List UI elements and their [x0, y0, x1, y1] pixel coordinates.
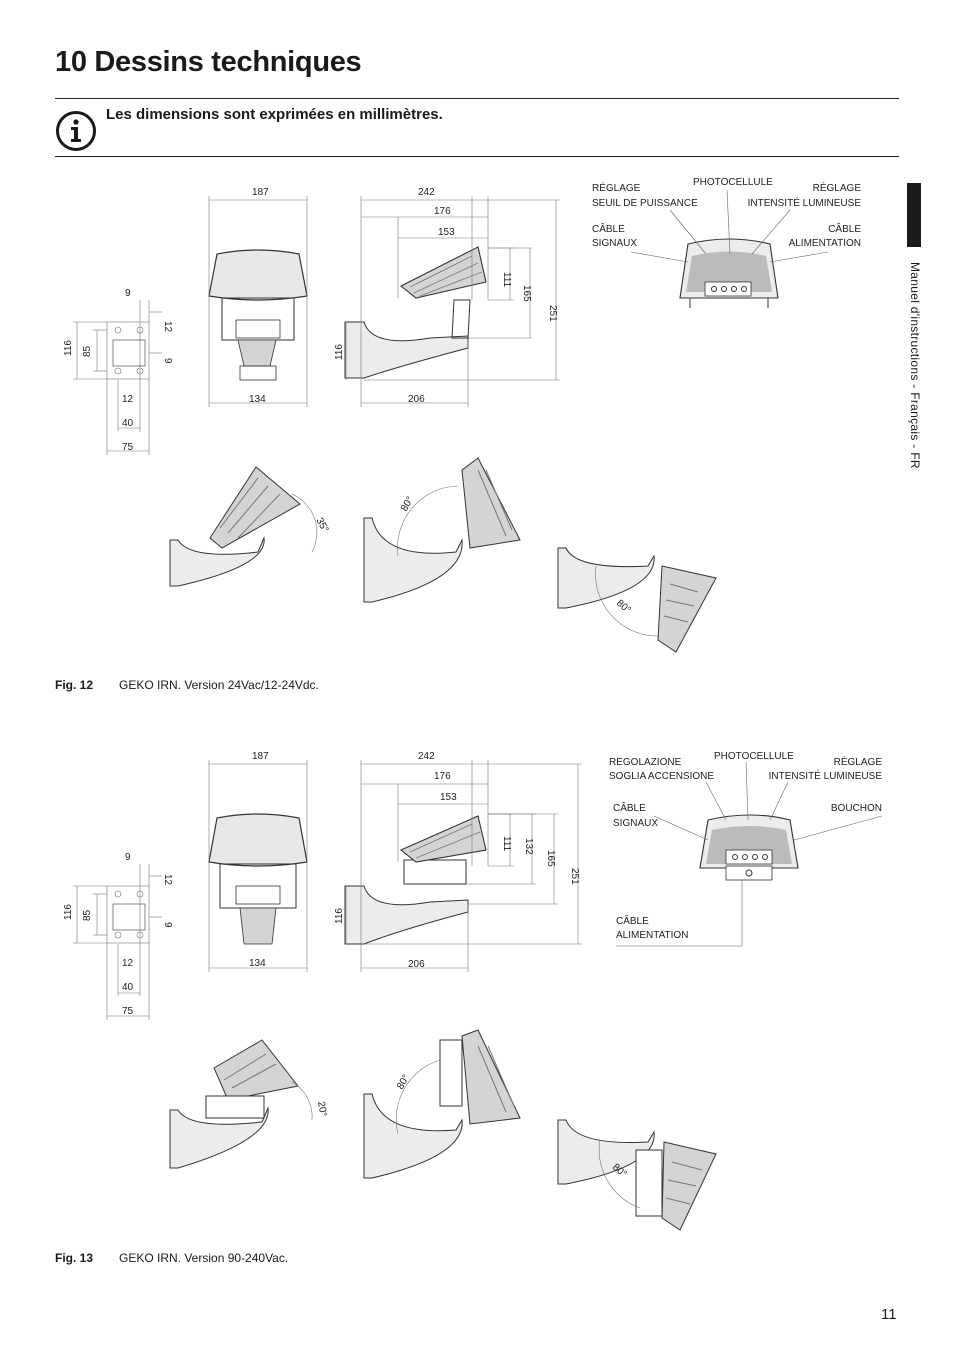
fig13-callout-photocellule: PHOTOCELLULE [714, 751, 794, 762]
fig13-callout-reglage-int-2: INTENSITÉ LUMINEUSE [768, 771, 882, 782]
fig13-dim-40: 40 [122, 982, 134, 993]
fig12-callout-reglage-seuil-1: RÉGLAGE [592, 183, 641, 194]
fig12-dim-40: 40 [122, 418, 134, 429]
fig12-dim-206: 206 [408, 394, 425, 405]
fig13-drawing [0, 735, 954, 1255]
fig13-callout-bouchon: BOUCHON [830, 803, 882, 814]
fig13-dim-206: 206 [408, 959, 425, 970]
fig13-mount-plate [73, 864, 162, 1020]
fig12-callout-cable-signaux-2: SIGNAUX [592, 238, 638, 249]
units-note: Les dimensions sont exprimées en millimètres. [106, 106, 443, 123]
fig13-tilt-view-2 [364, 1030, 520, 1178]
fig12-dim-176: 176 [434, 206, 451, 217]
fig12-dim-187: 187 [252, 187, 269, 198]
fig13-caption [55, 1251, 288, 1265]
fig12-dim-251: 251 [547, 305, 558, 322]
fig12-angle-3: 80° [614, 597, 633, 617]
fig13-angle-3: 80° [610, 1161, 629, 1181]
fig13-label: Fig. 13 [55, 1251, 94, 1265]
fig12-angle-1: 35° [313, 516, 331, 535]
fig13-dim-111: 111 [501, 836, 512, 852]
fig12-dim-111: 111 [501, 272, 512, 288]
fig12-callout-cable-alim-1: CÂBLE [828, 224, 861, 235]
fig12-dim-165: 165 [521, 285, 532, 302]
fig12-caption [55, 678, 319, 692]
fig13-side-view [345, 816, 486, 944]
fig13-callout-regolazione-2: SOGLIA ACCENSIONE [609, 771, 715, 782]
fig13-dim-75: 75 [122, 1006, 134, 1017]
fig13-tilt-view-1 [170, 1040, 312, 1168]
fig13-dim-9b: 9 [162, 922, 173, 928]
fig12-front-view [209, 250, 307, 380]
note-rule [55, 156, 899, 157]
fig12-caption-text: GEKO IRN. Version 24Vac/12-24Vdc. [119, 678, 319, 692]
fig12-dim-134: 134 [249, 394, 266, 405]
fig12-dim-75: 75 [122, 442, 134, 453]
fig12-angle-2: 80° [399, 494, 417, 514]
fig12-side-view [345, 247, 486, 378]
title-rule [55, 98, 899, 99]
fig13-callout-cable-alim-1: CÂBLE [616, 916, 649, 927]
fig12-dim-242: 242 [418, 187, 435, 198]
fig12-tilt-view-1 [170, 467, 317, 586]
fig12-dim-85: 85 [82, 345, 93, 357]
fig13-dim-132: 132 [523, 838, 534, 855]
fig12-tilt-view-3 [558, 548, 716, 652]
fig12-dim-116-arm: 116 [334, 344, 345, 360]
fig13-callout-regolazione-1: REGOLAZIONE [609, 757, 682, 768]
fig12-dim-153: 153 [438, 227, 455, 238]
fig13-dim-12a: 12 [162, 874, 173, 886]
fig13-dim-116-arm: 116 [334, 908, 345, 924]
fig12-callout-reglage-int-1: RÉGLAGE [812, 183, 861, 194]
fig12-dim-12b: 12 [122, 394, 134, 405]
fig13-dim-176: 176 [434, 771, 451, 782]
fig13-callout-cable-alim-2: ALIMENTATION [616, 930, 689, 941]
fig13-callout-cable-signaux-2: SIGNAUX [613, 818, 659, 829]
page-title: 10 Dessins techniques [55, 46, 362, 78]
page-number: 11 [881, 1306, 897, 1323]
fig12-callout-photocellule: PHOTOCELLULE [693, 177, 773, 188]
fig12-label: Fig. 12 [55, 678, 94, 692]
fig12-callout-reglage-seuil-2: SEUIL DE PUISSANCE [592, 198, 698, 209]
fig12-dim-9b: 9 [162, 358, 173, 364]
fig13-dim-251: 251 [569, 868, 580, 885]
fig13-angle-1: 20° [315, 1100, 329, 1118]
fig13-dim-134: 134 [249, 958, 266, 969]
fig12-callout-reglage-int-2: INTENSITÉ LUMINEUSE [747, 198, 861, 209]
fig12-callout-cable-alim-2: ALIMENTATION [788, 238, 861, 249]
fig13-rear-view [700, 815, 798, 880]
side-label: Manuel d'instructions - Français - FR [908, 262, 922, 469]
fig13-dim-242: 242 [418, 751, 435, 762]
fig13-angle-2: 80° [395, 1072, 413, 1092]
fig13-callout-cable-signaux-1: CÂBLE [613, 803, 646, 814]
fig13-tilt-view-3 [558, 1120, 716, 1230]
fig12-dim-9a: 9 [125, 288, 131, 299]
fig13-caption-text: GEKO IRN. Version 90-240Vac. [119, 1251, 289, 1265]
fig13-dim-12b: 12 [122, 958, 134, 969]
fig13-dim-153: 153 [440, 792, 457, 803]
fig12-tilt-view-2 [364, 458, 520, 602]
fig13-dim-9a: 9 [125, 852, 131, 863]
info-icon [55, 110, 97, 152]
fig12-callout-cable-signaux-1: CÂBLE [592, 224, 625, 235]
fig12-mount-plate [73, 300, 162, 455]
fig12-drawing [0, 170, 954, 670]
fig13-front-view [209, 814, 307, 944]
fig13-callout-reglage-int-1: RÉGLAGE [833, 757, 882, 768]
fig13-dim-187: 187 [252, 751, 269, 762]
fig13-dim-165: 165 [545, 850, 556, 867]
fig12-dim-116-plate: 116 [63, 340, 74, 356]
fig12-rear-view [680, 239, 778, 308]
fig13-dim-116-plate: 116 [63, 904, 74, 920]
fig13-dim-85: 85 [82, 909, 93, 921]
fig12-dim-12a: 12 [162, 321, 173, 333]
